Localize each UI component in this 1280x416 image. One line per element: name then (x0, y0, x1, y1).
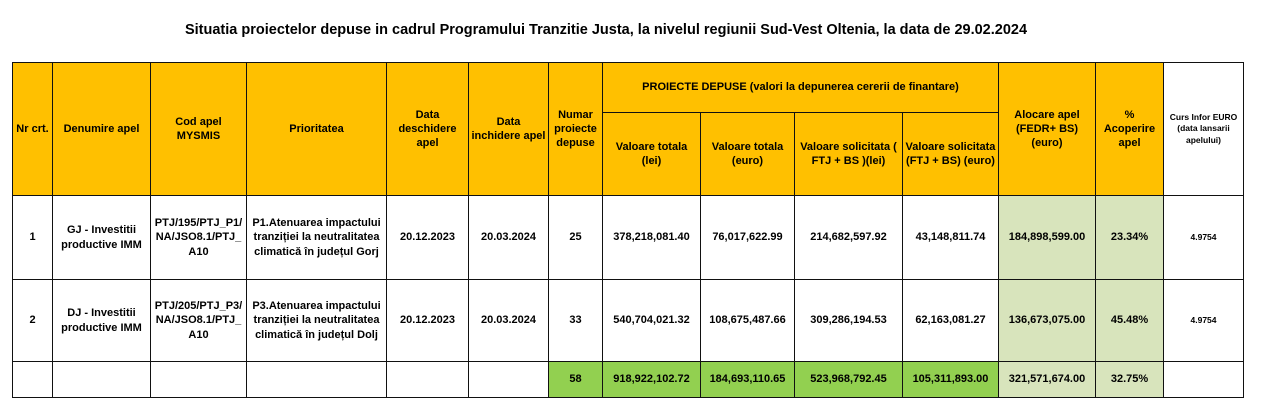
totals-row (13, 362, 1244, 398)
cell-empty (53, 362, 151, 398)
cell-acoperire: 45.48% (1096, 280, 1164, 362)
cell-nr: 1 (13, 196, 53, 280)
cell-nr: 2 (13, 280, 53, 362)
cell-sol-lei: 309,286,194.53 (795, 280, 903, 362)
projects-table (12, 62, 1244, 398)
header-acoperire: % Acoperire apel (1096, 63, 1164, 196)
cell-cod: PTJ/195/PTJ_P1/NA/JSO8.1/PTJ_A10 (151, 196, 247, 280)
cell-empty (13, 362, 53, 398)
total-acoperire: 32.75% (1096, 362, 1164, 398)
cell-empty (151, 362, 247, 398)
cell-data-deschidere: 20.12.2023 (387, 280, 469, 362)
cell-data-inchidere: 20.03.2024 (469, 280, 549, 362)
table-row (13, 196, 1244, 280)
cell-curs: 4.9754 (1164, 280, 1244, 362)
header-cod: Cod apel MYSMIS (151, 63, 247, 196)
total-sol-euro: 105,311,893.00 (903, 362, 999, 398)
header-data-inchidere: Data inchidere apel (469, 63, 549, 196)
header-denumire: Denumire apel (53, 63, 151, 196)
header-data-deschidere: Data deschidere apel (387, 63, 469, 196)
cell-numar: 25 (549, 196, 603, 280)
total-numar: 58 (549, 362, 603, 398)
total-sol-lei: 523,968,792.45 (795, 362, 903, 398)
cell-denumire: GJ - Investitii productive IMM (53, 196, 151, 280)
total-val-lei: 918,922,102.72 (603, 362, 701, 398)
cell-val-lei: 378,218,081.40 (603, 196, 701, 280)
cell-sol-euro: 43,148,811.74 (903, 196, 999, 280)
total-val-euro: 184,693,110.65 (701, 362, 795, 398)
cell-acoperire: 23.34% (1096, 196, 1164, 280)
cell-data-deschidere: 20.12.2023 (387, 196, 469, 280)
table-row (13, 280, 1244, 362)
cell-val-euro: 76,017,622.99 (701, 196, 795, 280)
header-proiecte-depuse: PROIECTE DEPUSE (valori la depunerea cererii de finantare) (603, 63, 999, 113)
cell-sol-euro: 62,163,081.27 (903, 280, 999, 362)
cell-empty (1164, 362, 1244, 398)
cell-alocare: 184,898,599.00 (999, 196, 1096, 280)
cell-alocare: 136,673,075.00 (999, 280, 1096, 362)
cell-empty (469, 362, 549, 398)
cell-numar: 33 (549, 280, 603, 362)
page-title: Situatia proiectelor depuse in cadrul Programului Tranzitie Justa, la nivelul regiunii Sud-Vest Oltenia, la data de 29.02.2024 (184, 22, 1028, 38)
cell-prioritatea: P3.Atenuarea impactului tranziției la neutralitatea climatică în județul Dolj (247, 280, 387, 362)
cell-curs: 4.9754 (1164, 196, 1244, 280)
cell-denumire: DJ - Investitii productive IMM (53, 280, 151, 362)
header-nr: Nr crt. (13, 63, 53, 196)
cell-sol-lei: 214,682,597.92 (795, 196, 903, 280)
header-val-lei: Valoare totala (lei) (603, 113, 701, 196)
cell-prioritatea: P1.Atenuarea impactului tranziției la neutralitatea climatică în județul Gorj (247, 196, 387, 280)
total-alocare: 321,571,674.00 (999, 362, 1096, 398)
header-val-euro: Valoare totala (euro) (701, 113, 795, 196)
cell-empty (247, 362, 387, 398)
header-numar: Numar proiecte depuse (549, 63, 603, 196)
cell-cod: PTJ/205/PTJ_P3/NA/JSO8.1/PTJ_A10 (151, 280, 247, 362)
header-curs: Curs Infor EURO (data lansarii apelului) (1164, 63, 1244, 196)
header-prioritatea: Prioritatea (247, 63, 387, 196)
header-sol-euro: Valoare solicitata (FTJ + BS) (euro) (903, 113, 999, 196)
cell-val-euro: 108,675,487.66 (701, 280, 795, 362)
cell-val-lei: 540,704,021.32 (603, 280, 701, 362)
header-alocare: Alocare apel (FEDR+ BS) (euro) (999, 63, 1096, 196)
cell-empty (387, 362, 469, 398)
header-sol-lei: Valoare solicitata ( FTJ + BS )(lei) (795, 113, 903, 196)
cell-data-inchidere: 20.03.2024 (469, 196, 549, 280)
